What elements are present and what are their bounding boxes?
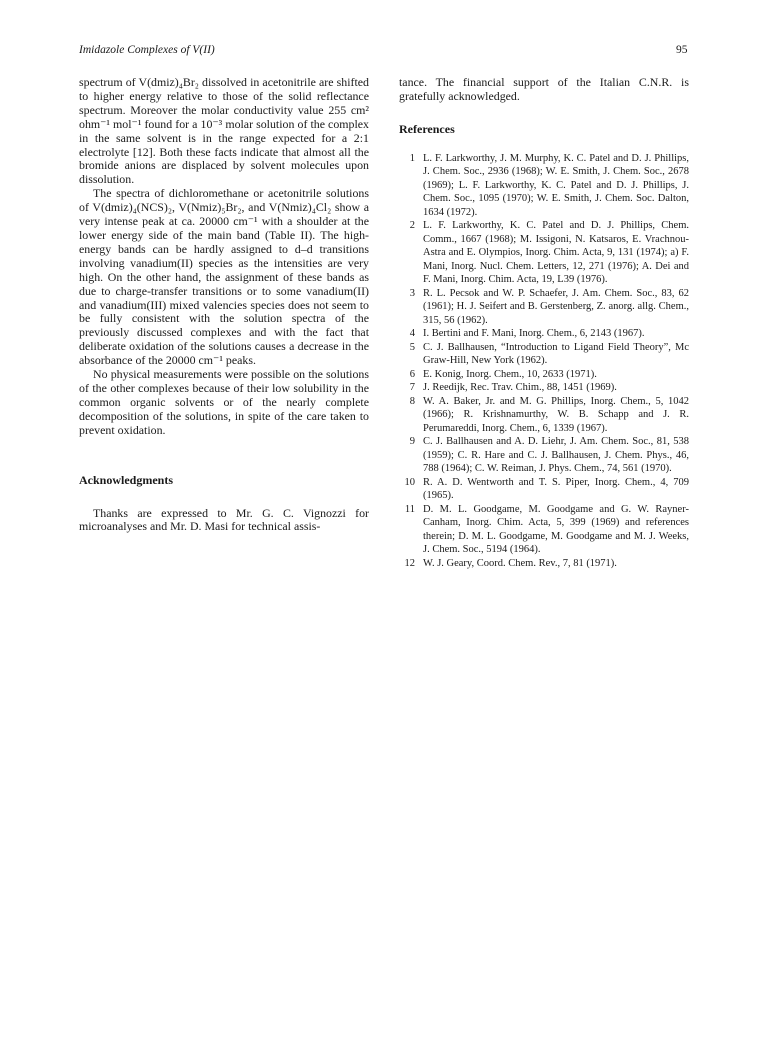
- reference-text: J. Reedijk, Rec. Trav. Chim., 88, 1451 (1969).: [423, 382, 617, 394]
- reference-text: D. M. L. Goodgame, M. Goodgame and G. W. Rayner-Canham, Inorg. Chim. Acta, 5, 399 (1969) and references therein; D. M. L. Goodgame, M. Goodgame and M. J. Weeks, J. Chem. Soc., 5194 (1964).: [423, 503, 689, 556]
- reference-number: 10: [404, 476, 415, 488]
- reference-number: 7: [409, 382, 415, 394]
- reference-number: 6: [409, 368, 415, 380]
- left-column: [79, 76, 369, 534]
- reference-text: E. Konig, Inorg. Chem., 10, 2633 (1971).: [423, 368, 597, 380]
- reference-item: [399, 557, 689, 571]
- body-paragraph: No physical measurements were possible on the solutions of the other complexes because of their low solubility in the common organic solvents or of the nearly complete decomposition of the solutions, in spite of the care taken to prevent oxidation.: [79, 367, 369, 437]
- reference-number: 2: [409, 220, 415, 232]
- reference-item: [399, 287, 689, 328]
- reference-text: L. F. Larkworthy, J. M. Murphy, K. C. Patel and D. J. Phillips, J. Chem. Soc., 2936 (1968); W. E. Smith, J. Chem. Soc., 2678 (1969); L. F. Larkworthy, K. C. Patel and D. J. Phillips, J. Chem. Soc., 1095 (1970); W. E. Smith, J. Chem. Soc. Dalton, 1634 (1972).: [423, 152, 689, 218]
- body-paragraph: The spectra of dichloromethane or acetonitrile solutions of V(dmiz)₄(NCS)₂, V(Nmiz)₅Br₂, and V(Nmiz)₄Cl₂ show a very intense peak at ca. 20000 cm⁻¹ with a shoulder at the lower energy side of the main band (Table II). The high-energy bands can be hardly assigned to d–d transitions involving vanadium(II) species as the intensities are very high. On the other hand, the assignment of these bands as due to charge-transfer transitions or to some vanadium(II) and vanadium(III) mixed valencies species does not seem to be fully consistent with the solution spectra of the previously discussed complexes and with the fact that deliberate oxidation of the solutions causes a decrease in the absorbance of the 20000 cm⁻¹ peaks.: [79, 186, 369, 368]
- reference-text: L. F. Larkworthy, K. C. Patel and D. J. Phillips, Chem. Comm., 1667 (1968); M. Issigoni, N. Katsaros, E. Vrachnou-Astra and E. Olympios, Inorg. Chim. Acta, 9, 131 (1974); a) F. Mani, Inorg. Nucl. Chem. Letters, 12, 271 (1976); A. Dei and F. Mani, Inorg. Chim. Acta, 19, L39 (1976).: [423, 220, 689, 286]
- reference-number: 8: [409, 395, 415, 407]
- reference-text: I. Bertini and F. Mani, Inorg. Chem., 6, 2143 (1967).: [423, 328, 645, 340]
- reference-item: [399, 503, 689, 557]
- reference-item: [399, 435, 689, 476]
- reference-item: [399, 152, 689, 220]
- reference-item: [399, 395, 689, 436]
- acknowledgments-heading: Acknowledgments: [79, 472, 174, 487]
- reference-number: 1: [409, 152, 415, 164]
- reference-item: [399, 476, 689, 503]
- reference-text: C. J. Ballhausen, “Introduction to Ligand Field Theory”, Mc Graw-Hill, New York (1962).: [423, 341, 689, 367]
- reference-item: [399, 219, 689, 287]
- reference-text: R. L. Pecsok and W. P. Schaefer, J. Am. Chem. Soc., 83, 62 (1961); H. J. Seifert and B. Gerstenberg, Z. anorg. allg. Chem., 315, 56 (1962).: [423, 287, 689, 326]
- reference-number: 11: [404, 503, 415, 515]
- reference-text: W. A. Baker, Jr. and M. G. Phillips, Inorg. Chem., 5, 1042 (1966); R. Krishnamurthy, W. B. Schapp and J. R. Perumareddi, Inorg. Chem., 6, 1339 (1967).: [423, 395, 689, 434]
- acknowledgments-continuation: tance. The financial support of the Italian C.N.R. is gratefully acknowledged.: [399, 75, 689, 103]
- reference-item: [399, 341, 689, 368]
- right-column: [399, 76, 689, 570]
- reference-text: R. A. D. Wentworth and T. S. Piper, Inorg. Chem., 4, 709 (1965).: [423, 476, 689, 502]
- reference-number: 4: [409, 328, 415, 340]
- reference-text: W. J. Geary, Coord. Chem. Rev., 7, 81 (1971).: [423, 557, 617, 569]
- reference-number: 5: [409, 341, 415, 353]
- body-paragraph: spectrum of V(dmiz)₄Br₂ dissolved in acetonitrile are shifted to higher energy relative to those of the solid reflectance spectrum. Moreover the molar conductivity value 255 cm² ohm⁻¹ mol⁻¹ found for a 10⁻³ molar solution of the complex in the same solvent is in the range expected for a 2:1 electrolyte [12]. Both these facts indicate that almost all the bromide anions are displaced by solvent molecules upon dissolution.: [79, 75, 369, 187]
- page-number: 95: [676, 44, 688, 56]
- acknowledgments-text: Thanks are expressed to Mr. G. C. Vignozzi for microanalyses and Mr. D. Masi for technical assis-: [79, 505, 369, 534]
- reference-number: 3: [409, 287, 415, 299]
- running-title: Imidazole Complexes of V(II): [79, 44, 215, 56]
- reference-item: [399, 381, 689, 395]
- reference-item: [399, 327, 689, 341]
- reference-number: 9: [409, 436, 415, 448]
- reference-text: C. J. Ballhausen and A. D. Liehr, J. Am. Chem. Soc., 81, 538 (1959); C. R. Hare and C. J. Ballhausen, J. Chem. Phys., 46, 788 (1964); C. W. Reiman, J. Phys. Chem., 74, 561 (1970).: [423, 436, 689, 475]
- reference-item: [399, 368, 689, 382]
- reference-list: [399, 152, 689, 571]
- reference-number: 12: [404, 557, 415, 569]
- references-heading: References: [399, 121, 455, 136]
